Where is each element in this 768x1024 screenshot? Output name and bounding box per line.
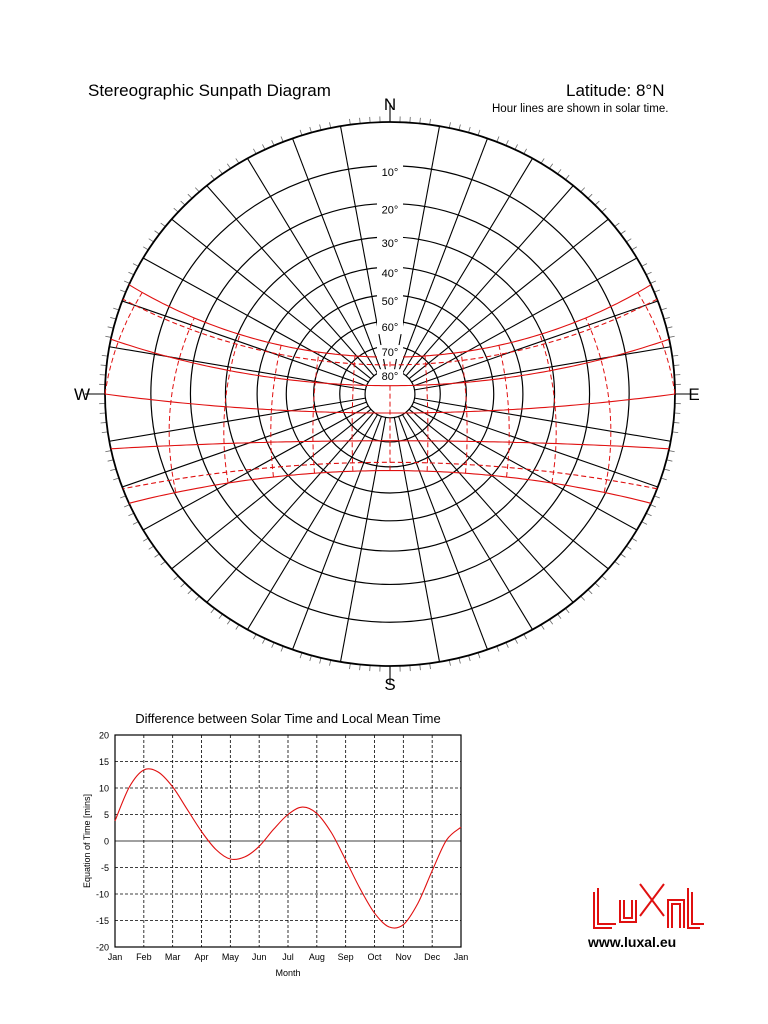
x-tick-label: Jul — [282, 952, 294, 962]
south-label: S — [384, 675, 396, 694]
x-tick-label: May — [221, 952, 239, 962]
x-tick-label: Jan — [107, 952, 123, 962]
x-tick-label: Nov — [395, 952, 412, 962]
altitude-label: 50° — [381, 296, 399, 309]
east-label: E — [688, 385, 700, 404]
y-tick-label: 20 — [98, 730, 109, 741]
chart-title: Difference between Solar Time and Local Mean Time — [135, 711, 441, 726]
y-tick-label: -5 — [100, 863, 109, 873]
y-tick-label: -20 — [95, 942, 109, 953]
altitude-label: 80° — [381, 371, 399, 384]
hour-lines-note: Hour lines are shown in solar time. — [492, 103, 669, 115]
x-tick-label: Jun — [251, 952, 267, 962]
chart-ticks — [96, 731, 468, 963]
altitude-label: 10° — [381, 166, 399, 179]
x-tick-label: Apr — [194, 952, 209, 962]
x-tick-label: Dec — [424, 952, 441, 962]
luxal-url: www.luxal.eu — [588, 934, 677, 950]
luxal-logo — [594, 884, 704, 928]
west-label: W — [73, 385, 91, 404]
altitude-label: 70° — [381, 347, 399, 360]
x-tick-label: Oct — [367, 952, 382, 962]
x-tick-label: Mar — [164, 952, 181, 962]
altitude-label: 60° — [381, 322, 399, 335]
y-axis-label: Equation of Time [mins] — [82, 793, 92, 889]
altitude-label: 30° — [381, 237, 399, 250]
x-tick-label: Sep — [337, 952, 354, 962]
x-axis-label: Month — [275, 968, 301, 978]
chart-grid — [115, 735, 461, 947]
y-tick-label: -15 — [95, 916, 109, 926]
north-label: N — [383, 95, 397, 114]
y-tick-label: 5 — [103, 810, 109, 820]
x-tick-label: Jan — [453, 952, 469, 962]
y-tick-label: 15 — [98, 757, 109, 767]
y-tick-label: -10 — [95, 889, 109, 900]
y-tick-label: 10 — [98, 783, 109, 794]
latitude-label: Latitude: 8°N — [566, 81, 665, 100]
x-tick-label: Feb — [136, 952, 152, 962]
x-tick-label: Aug — [308, 952, 325, 962]
altitude-label: 40° — [381, 268, 399, 281]
y-tick-label: 0 — [103, 836, 109, 847]
altitude-label: 20° — [381, 204, 399, 217]
page-title: Stereographic Sunpath Diagram — [88, 81, 331, 100]
